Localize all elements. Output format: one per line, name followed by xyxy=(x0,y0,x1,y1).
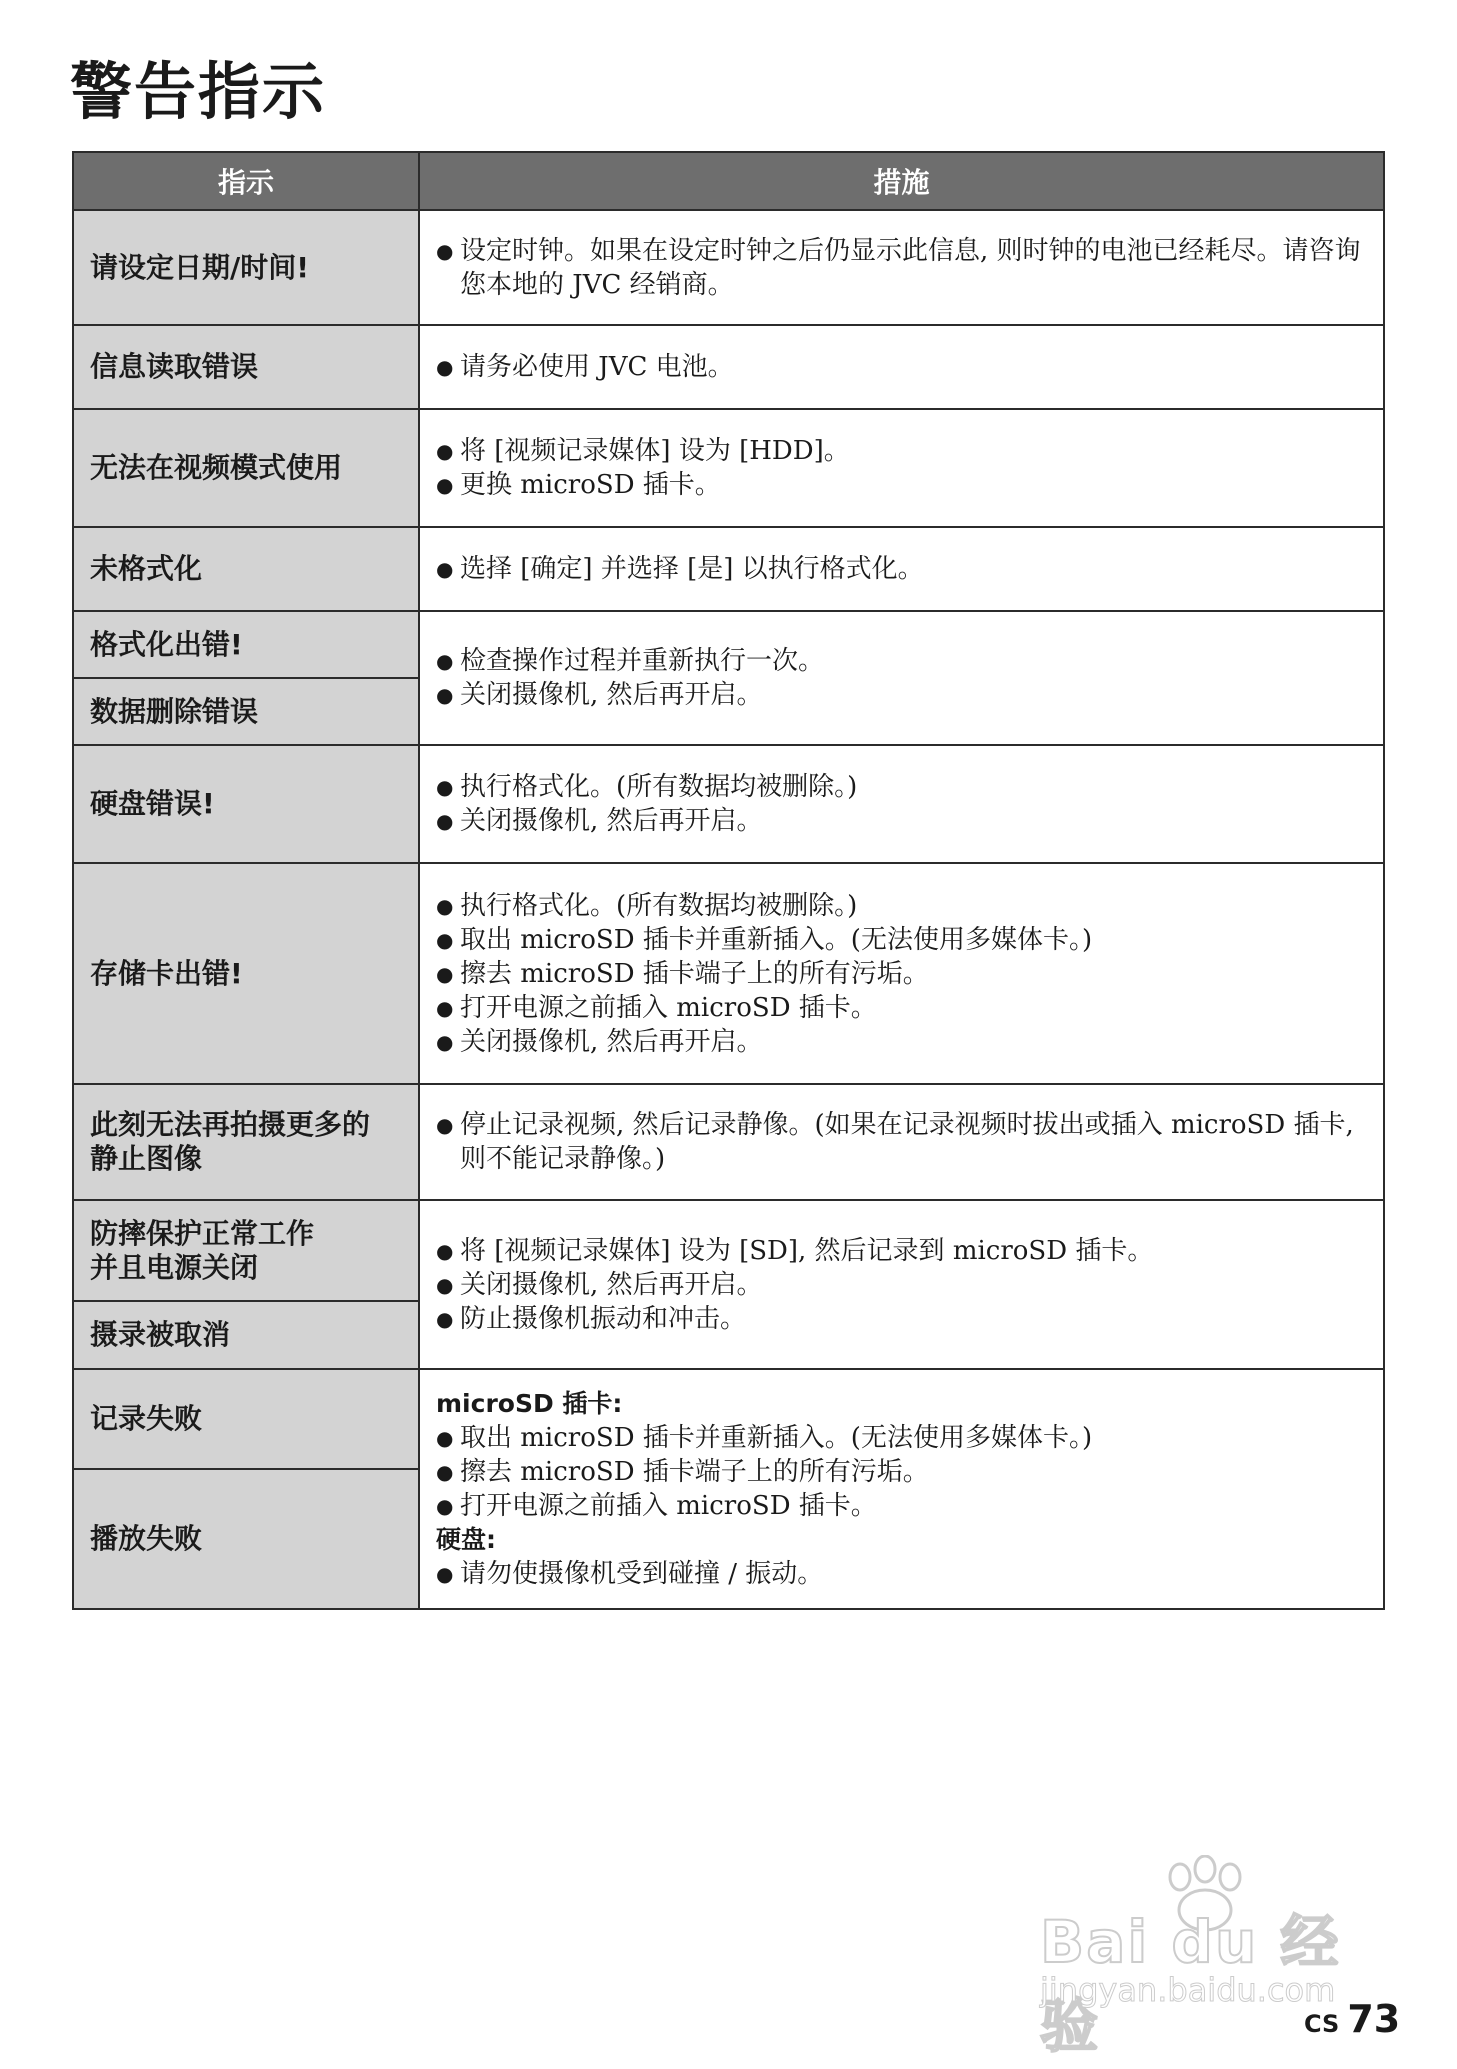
action-cell xyxy=(419,325,1384,409)
action-item: ● 打开电源之前插入 microSD 插卡。 xyxy=(436,991,1369,1025)
action-cell xyxy=(419,611,1384,745)
header-indication: 指示 xyxy=(73,152,419,210)
action-item: ● 打开电源之前插入 microSD 插卡。 xyxy=(436,1489,1369,1523)
action-item: ● 执行格式化。(所有数据均被删除。) xyxy=(436,889,1369,923)
subheading-hdd: 硬盘: xyxy=(436,1525,496,1554)
action-item: ● 擦去 microSD 插卡端子上的所有污垢。 xyxy=(436,1455,1369,1489)
indication-cell: 摄录被取消 xyxy=(73,1301,419,1369)
action-item: ● 将 [视频记录媒体] 设为 [HDD]。 xyxy=(436,434,1369,468)
table-row xyxy=(73,863,1384,1084)
indication-cell: 格式化出错! xyxy=(73,611,419,678)
action-item: ● 取出 microSD 插卡并重新插入。(无法使用多媒体卡。) xyxy=(436,923,1369,957)
action-item: ● 将 [视频记录媒体] 设为 [SD], 然后记录到 microSD 插卡。 xyxy=(436,1234,1369,1268)
table-row xyxy=(73,527,1384,611)
table-row xyxy=(73,745,1384,863)
watermark-logo: Bai du 经验 xyxy=(1040,1908,1341,2060)
action-item: ● 关闭摄像机, 然后再开启。 xyxy=(436,804,1369,838)
subheading-microsd: microSD 插卡: xyxy=(436,1389,623,1418)
paw-icon xyxy=(1150,1855,1260,1935)
indication-cell: 无法在视频模式使用 xyxy=(73,409,419,527)
watermark-url: jingyan.baidu.com xyxy=(1040,1971,1336,2009)
table-row xyxy=(73,611,1384,678)
page-number-value: 73 xyxy=(1347,1997,1401,2041)
action-item: ● 防止摄像机振动和冲击。 xyxy=(436,1302,1369,1336)
action-item: ● 停止记录视频, 然后记录静像。(如果在记录视频时拔出或插入 microSD 插卡, 则不能记录静像。) xyxy=(436,1108,1369,1176)
table-row xyxy=(73,210,1384,325)
action-item: ● 设定时钟。如果在设定时钟之后仍显示此信息, 则时钟的电池已经耗尽。请咨询您本地的 JVC 经销商。 xyxy=(436,234,1369,302)
action-item: ● 更换 microSD 插卡。 xyxy=(436,468,1369,502)
action-cell xyxy=(419,210,1384,325)
action-item: ● 擦去 microSD 插卡端子上的所有污垢。 xyxy=(436,957,1369,991)
indication-cell: 存储卡出错! xyxy=(73,863,419,1084)
action-cell xyxy=(419,745,1384,863)
action-item: ● 关闭摄像机, 然后再开启。 xyxy=(436,1268,1369,1302)
indication-cell: 请设定日期/时间! xyxy=(73,210,419,325)
action-cell xyxy=(419,1369,1384,1609)
table-row xyxy=(73,325,1384,409)
language-code: CS xyxy=(1304,2010,1340,2038)
table-row xyxy=(73,1084,1384,1200)
action-cell xyxy=(419,1084,1384,1200)
action-item: ● 请务必使用 JVC 电池。 xyxy=(436,350,1369,384)
indication-cell: 信息读取错误 xyxy=(73,325,419,409)
action-cell xyxy=(419,863,1384,1084)
page-number xyxy=(1304,1997,1400,2041)
action-cell xyxy=(419,527,1384,611)
indication-cell: 未格式化 xyxy=(73,527,419,611)
table-row xyxy=(73,409,1384,527)
indication-cell: 此刻无法再拍摄更多的 静止图像 xyxy=(73,1084,419,1200)
action-item: ● 请勿使摄像机受到碰撞 / 振动。 xyxy=(436,1557,1369,1591)
indication-cell: 记录失败 xyxy=(73,1369,419,1469)
header-action: 措施 xyxy=(419,152,1384,210)
table-header-row xyxy=(73,152,1384,210)
page-title: 警告指示 xyxy=(70,55,327,128)
warning-table xyxy=(72,151,1385,1610)
indication-cell: 播放失败 xyxy=(73,1469,419,1609)
action-item: ● 检查操作过程并重新执行一次。 xyxy=(436,644,1369,678)
indication-cell: 防摔保护正常工作 并且电源关闭 xyxy=(73,1200,419,1301)
action-cell xyxy=(419,409,1384,527)
table-row xyxy=(73,1200,1384,1301)
action-item: ● 取出 microSD 插卡并重新插入。(无法使用多媒体卡。) xyxy=(436,1421,1369,1455)
action-item: ● 关闭摄像机, 然后再开启。 xyxy=(436,678,1369,712)
action-item: ● 选择 [确定] 并选择 [是] 以执行格式化。 xyxy=(436,552,1369,586)
table-row xyxy=(73,1369,1384,1469)
action-item: ● 执行格式化。(所有数据均被删除。) xyxy=(436,770,1369,804)
action-item: ● 关闭摄像机, 然后再开启。 xyxy=(436,1025,1369,1059)
indication-cell: 硬盘错误! xyxy=(73,745,419,863)
action-cell xyxy=(419,1200,1384,1369)
indication-cell: 数据删除错误 xyxy=(73,678,419,745)
